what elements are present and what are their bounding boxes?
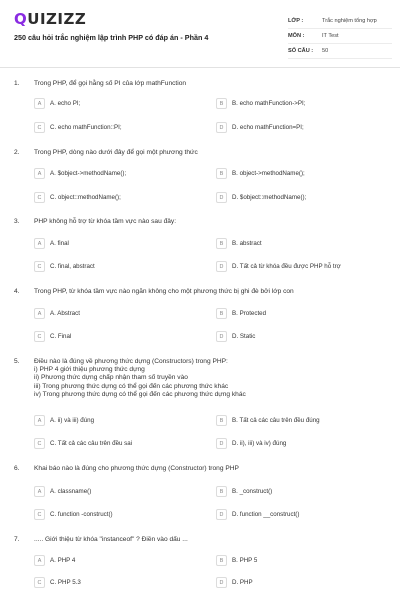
option-c[interactable] [34,330,194,343]
option-text: B. Protected [232,310,267,317]
option-text: C. PHP 5.3 [50,579,81,586]
option-b[interactable] [216,307,376,320]
option-text: C. function -construct() [50,511,113,518]
quizizz-logo: QUIZIZZ [14,10,87,28]
option-text: B. object->methodName(); [232,170,305,177]
meta-row-count [288,44,392,59]
question-number: 3. [14,218,20,225]
option-letter-badge: C [34,122,45,133]
option-c[interactable] [34,260,194,273]
option-letter-badge: A [34,238,45,249]
option-letter-badge: D [216,438,227,449]
option-text: C. Final [50,333,72,340]
question-text: Khai báo nào là đúng cho phương thức dựng (Constructor) trong PHP [34,465,239,472]
option-c[interactable] [34,437,194,450]
option-letter-badge: C [34,192,45,203]
option-a[interactable] [34,485,194,498]
option-text: B. echo mathFunction->PI; [232,100,306,107]
option-b[interactable] [216,554,376,567]
option-letter-badge: B [216,168,227,179]
meta-table [288,14,392,59]
option-text: D. PHP [232,579,253,586]
option-letter-badge: D [216,509,227,520]
option-d[interactable] [216,260,376,273]
question-text: Trong PHP, dòng nào dưới đây để gọi một phương thức [34,149,198,156]
option-text: C. object::methodName(); [50,194,121,201]
option-a[interactable] [34,307,194,320]
option-a[interactable] [34,167,194,180]
option-text: D. function __construct() [232,511,300,518]
question-text: Trong PHP, từ khóa tầm vực nào ngăn không cho một phương thức bị ghi đè bởi lớp con [34,288,294,295]
option-text: D. Static [232,333,256,340]
option-text: A. echo PI; [50,100,81,107]
option-letter-badge: B [216,238,227,249]
option-text: C. Tất cả các câu trên đều sai [50,440,133,447]
question-text: Điều nào là đúng về phương thức dựng (Constructors) trong PHP: i) PHP 4 giới thiệu phương thức dựng ii) Phương thức dựng chấp nhận tham số truyền vào iii) Trong phương thức dựng có thể gọi đến các phương thức khác iv) Trong phương thức dựng có thể gọi đến các phương thức dựng khác [34,358,246,398]
meta-key: LỚP : [288,18,304,24]
option-a[interactable] [34,237,194,250]
option-text: B. PHP 5 [232,557,258,564]
option-letter-badge: D [216,192,227,203]
option-letter-badge: A [34,98,45,109]
logo-letter-q: Q [14,10,28,28]
option-b[interactable] [216,167,376,180]
meta-value: Trắc nghiệm tổng hợp [322,18,377,24]
option-letter-badge: D [216,122,227,133]
option-text: D. $object::methodName(); [232,194,307,201]
option-text: A. PHP 4 [50,557,76,564]
option-letter-badge: C [34,261,45,272]
option-text: D. ii), iii) và iv) đúng [232,440,287,447]
option-text: A. Abstract [50,310,80,317]
option-letter-badge: B [216,98,227,109]
option-letter-badge: B [216,308,227,319]
option-a[interactable] [34,554,194,567]
meta-value: 50 [322,48,329,54]
option-b[interactable] [216,414,376,427]
option-b[interactable] [216,237,376,250]
page-title: 250 câu hỏi trắc nghiệm lập trình PHP có đáp án - Phần 4 [14,33,209,42]
option-letter-badge: A [34,415,45,426]
option-letter-badge: A [34,486,45,497]
option-d[interactable] [216,576,376,589]
question-text: Trong PHP, để gọi hằng số PI của lớp mathFunction [34,80,187,87]
option-letter-badge: C [34,509,45,520]
option-text: A. classname() [50,488,92,495]
option-letter-badge: D [216,331,227,342]
option-text: B. Tất cả các câu trên đều đúng [232,417,320,424]
option-d[interactable] [216,330,376,343]
option-text: D. echo mathFunction=PI; [232,124,304,131]
option-letter-badge: A [34,168,45,179]
option-letter-badge: A [34,308,45,319]
meta-row-class [288,14,392,29]
question-number: 1. [14,80,20,87]
meta-key: MÔN : [288,33,305,39]
option-d[interactable] [216,191,376,204]
option-d[interactable] [216,121,376,134]
option-text: B. _construct() [232,488,273,495]
option-letter-badge: C [34,331,45,342]
option-letter-badge: B [216,415,227,426]
option-text: C. final, abstract [50,263,95,270]
option-text: C. echo mathFunction::PI; [50,124,122,131]
option-a[interactable] [34,414,194,427]
question-number: 5. [14,358,20,365]
option-c[interactable] [34,191,194,204]
option-letter-badge: B [216,555,227,566]
option-text: D. Tất cả từ khóa đều được PHP hỗ trợ [232,263,341,270]
meta-value: IT Test [322,33,339,39]
option-d[interactable] [216,508,376,521]
option-c[interactable] [34,508,194,521]
option-letter-badge: D [216,577,227,588]
option-letter-badge: C [34,438,45,449]
question-number: 7. [14,536,20,543]
worksheet-header [0,0,400,68]
option-letter-badge: A [34,555,45,566]
option-letter-badge: B [216,486,227,497]
meta-row-subject [288,29,392,44]
option-b[interactable] [216,485,376,498]
option-letter-badge: C [34,577,45,588]
question-text: ..... Giới thiệu từ khóa "instanceof" ? Điền vào dấu ... [34,536,188,543]
question-number: 4. [14,288,20,295]
option-text: A. $object->methodName(); [50,170,127,177]
option-text: A. ii) và iii) đúng [50,417,95,424]
option-c[interactable] [34,121,194,134]
option-d[interactable] [216,437,376,450]
question-text: PHP không hỗ trợ từ khóa tầm vực nào sau đây: [34,218,177,225]
meta-key: SỐ CÂU : [288,48,314,54]
option-b[interactable] [216,97,376,110]
question-number: 2. [14,149,20,156]
option-a[interactable] [34,97,194,110]
option-c[interactable] [34,576,194,589]
option-text: B. abstract [232,240,262,247]
question-number: 6. [14,465,20,472]
option-letter-badge: D [216,261,227,272]
option-text: A. final [50,240,69,247]
